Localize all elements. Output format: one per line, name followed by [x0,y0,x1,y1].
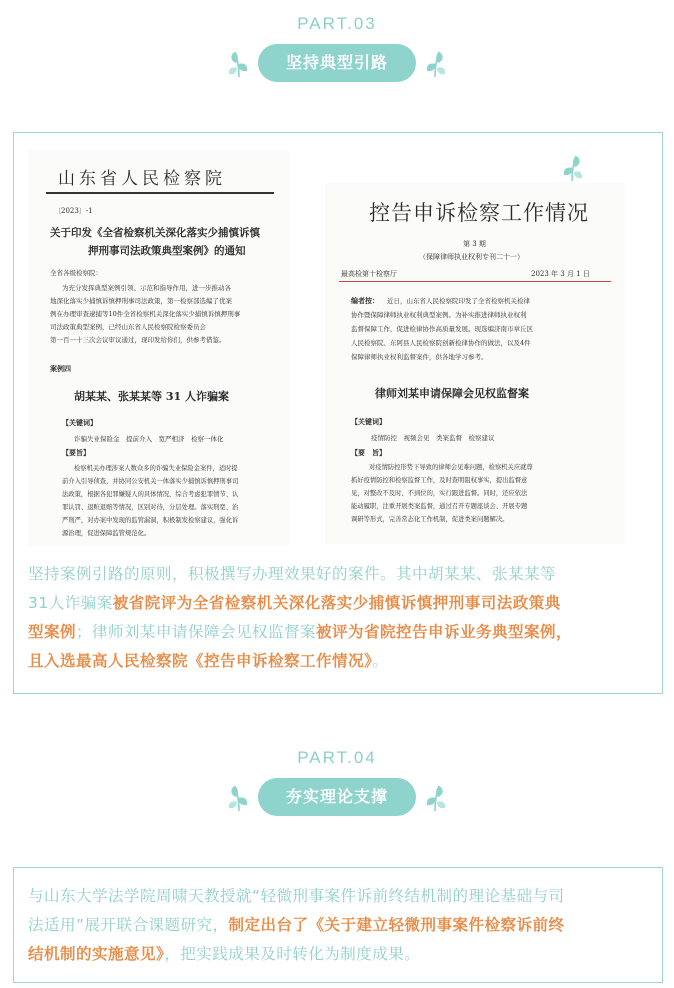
section-title-row [0,778,674,816]
header-rule [46,192,274,194]
essence-line: 源治理，促进保障监管规范化。 [62,530,151,537]
section-part-label: PART.03 [297,14,377,33]
case-paragraph [28,560,648,676]
essence-line: 见，对整改不及时、不到位的，实行跟进监督。同时，还应依法 [351,490,528,497]
notice-title-line2: 押刑事司法政策典型案例》的通知 [88,245,246,257]
keyword-label: 【关键词】 [351,417,386,426]
section-title-row [0,44,674,82]
essence-line: 法政策，根据各犯罪嫌疑人的具体情况，综合考虑犯罪情节、认 [62,491,239,498]
essence-label: 【要 旨】 [351,448,386,457]
case-number: 案例四 [50,364,71,373]
body-line: 第一百一十三次会议审议通过，现印发给你们，供参考借鉴。 [50,336,226,344]
paragraph-line: 结机制的实施意见》，把实践成果及时转化为制度成果。 [28,945,421,963]
editor-note-line: 近日，山东省人民检察院印发了全省检察机关检律 [387,297,530,305]
keyword-text: 疫情防控 视频会见 类案监督 检察建议 [371,434,495,442]
bulletin-issue: 第 3 期 [463,240,486,248]
notice-title-line1: 关于印发《全省检察机关深化落实少捕慎诉慎 [50,227,260,239]
editor-note-line: 人民检察院、东阿县人民检察院创新检律协作的做法，以及4件 [351,339,531,347]
spp-bulletin-document [325,183,625,544]
leaf-right-icon [422,782,448,812]
paragraph-line: 且入选最高人民检察院《控告申诉检察工作情况》。 [28,652,389,670]
keyword-text: 诈骗失业保险金 提前介入 宽严相济 检察一体化 [74,435,224,443]
editor-note-line: 协作暨保障律师执业权利典型案例。为补实推进律师执业权利 [351,311,527,319]
editor-note-line: 保障律师执业权利监督案件，供各地学习参考。 [351,353,488,361]
bulletin-rule [339,281,611,282]
case-title: 律师刘某申请保障会见权监督案 [375,387,529,400]
leaf-decoration-icon [558,152,586,182]
salutation: 全省各级检察院： [50,269,102,277]
doc-header: 山东省人民检察院 [58,169,226,189]
bulletin-title: 控告申诉检察工作情况 [369,201,589,225]
leaf-left-icon [226,782,252,812]
provincial-notice-document [28,150,290,546]
essence-line: 严刑严，对办案中发现的监管漏洞，积极制发检察建议，强化诉 [62,517,239,524]
essence-line: 前介入引导侦查，并协同公安机关一体落实少捕慎诉慎押刑事司 [62,478,239,485]
body-line: 地深化落实少捕慎诉慎押刑事司法政策，第一检察部选编了优案 [50,297,232,305]
paragraph-line: 31人诈骗案被省院评为全省检察机关深化落实少捕慎诉慎押刑事司法政策典 [28,594,561,612]
theory-paragraph [28,882,648,969]
body-line: 司法政策典型案例，已经山东省人民检察院检察委员会 [50,323,206,331]
paragraph-line: 法适用”展开联合课题研究，制定出台了《关于建立轻微刑事案件检察诉前终 [28,916,565,934]
leaf-right-icon [422,48,448,78]
bulletin-date: 2023 年 3 月 1 日 [531,270,590,278]
paragraph-line: 坚持案例引路的原则，积极撰写办理效果好的案件。其中胡某某、张某某等 [28,565,557,583]
essence-label: 【要旨】 [62,448,90,457]
section-title-pill: 夯实理论支撑 [258,778,416,816]
essence-line: 能动履职，注重开展类案监督，通过召开专题座谈会、开展专题 [351,503,528,510]
doc-ref-no: 〔2023〕-1 [54,207,93,215]
essence-line: 检察机关办理涉案人数众多的诈骗失业保险金案件，适时提 [74,465,238,472]
paragraph-line: 型案例；律师刘某申请保障会见权监督案被评为省院控告申诉业务典型案例， [28,623,573,641]
editor-note-line: 监督保障工作，促进检律协作高质量发展。现选编济南市章丘区 [351,325,533,333]
essence-line: 抓好疫情防控和检察监督工作，及时查明阻权事实，提出监督意 [351,477,528,484]
essence-line: 对疫情防控形势下导致的律师会见难问题，检察机关应就尊 [369,464,533,471]
body-line: 为充分发挥典型案例引领、示范和指导作用，进一步推动各 [62,284,231,292]
essence-line: 罪认罚、退赃退赔等情况，区别对待，分层处理。落实刑宽、治 [62,504,239,511]
editor-note-label: 编者按： [351,296,379,305]
bulletin-series: （保障律师执业权利专刊二十一） [419,253,524,261]
bulletin-issuer: 最高检第十检察厅 [341,270,397,278]
essence-line: 调研等形式，完善常态化工作机制，促进类案问题解决。 [351,516,509,523]
case-title: 胡某某、张某某等 31 人诈骗案 [74,390,229,403]
leaf-left-icon [226,48,252,78]
keyword-label: 【关键词】 [62,418,97,427]
paragraph-line: 与山东大学法学院周啸天教授就“轻微刑事案件诉前终结机制的理论基础与司 [28,887,565,905]
body-line: 例在办理审查逮捕等10件全省检察机关深化落实少捕慎诉慎押刑事 [50,310,241,318]
section-part-label: PART.04 [297,748,377,767]
section-title-pill: 坚持典型引路 [258,44,416,82]
